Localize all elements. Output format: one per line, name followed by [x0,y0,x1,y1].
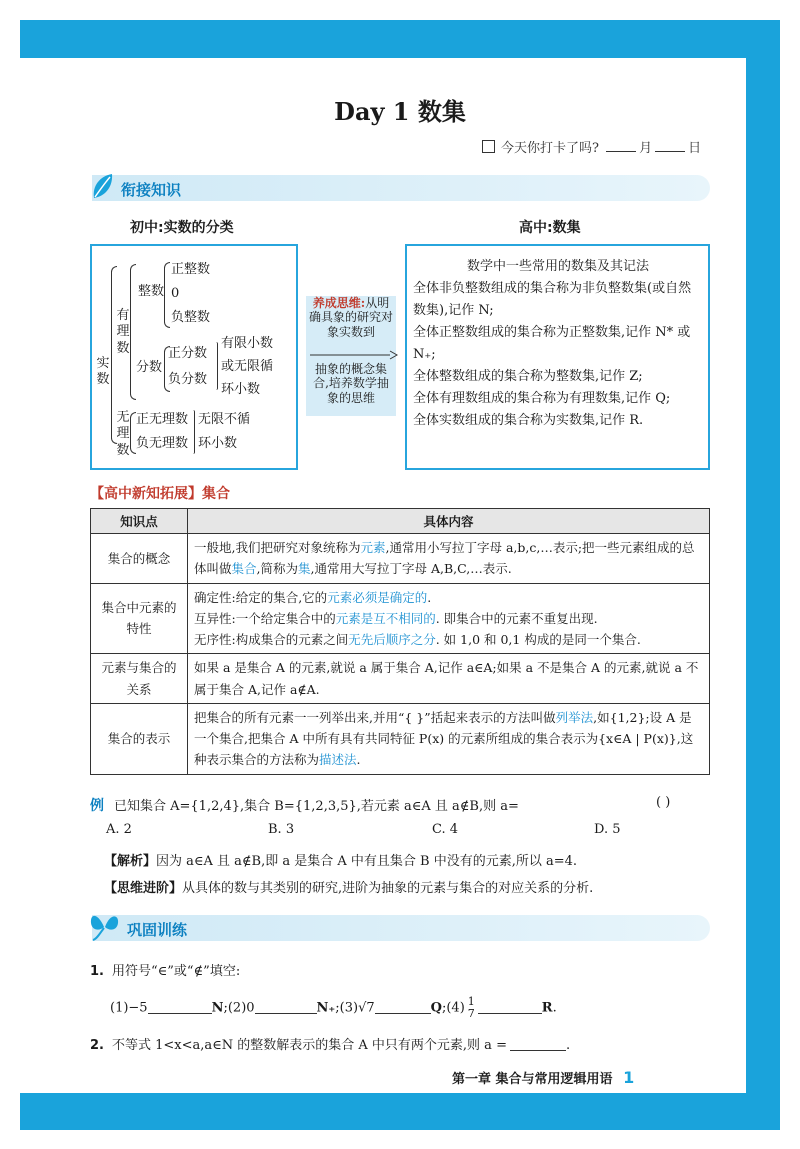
q2-text: 不等式 1<x<a,a∈N 的整数解表示的集合 A 中只有两个元素,则 a = [111,1038,507,1053]
table-row [91,534,710,584]
number-set-line-3: 全体整数组成的集合称为整数集,记作 Z; [413,369,643,384]
right-border [746,20,780,1130]
top-border [20,20,780,58]
day-blank[interactable] [655,151,685,152]
q1-part-2: ;(2)0 [223,1000,255,1016]
q1-number: 1. [90,964,104,979]
fraction-close-brace [216,342,218,390]
answer-blank[interactable] [478,1013,542,1014]
row-name: 集合的概念 [91,534,188,584]
distinctness-line: 互异性:一个给定集合中的元素是互不相同的. 即集合中的元素不重复出现. [194,610,598,626]
footer [452,1068,634,1087]
unordered-line: 无序性:构成集合的元素之间无先后顺序之分. 如 1,0 和 0,1 构成的是同一个集合. [194,632,641,647]
thinking-advance-label: 【思维进阶】 [104,881,183,896]
table-row [91,654,710,704]
row-name: 集合中元素的特性 [91,583,188,654]
answer-blank[interactable] [375,1013,431,1014]
analysis-line [104,850,577,869]
thinking-top [308,296,394,339]
page-number: 1 [623,1068,635,1087]
tree-rational: 有理数 [116,308,130,356]
highlight-term: 描述法 [319,752,357,768]
row-content: 如果 a 是集合 A 的元素,就说 a 属于集合 A,记作 a∈A;如果 a 不是集合 A 的元素,就说 a 不属于集合 A,记作 a∉A. [188,654,710,704]
real-number-tree-box [90,244,298,470]
set-symbol: R [541,1000,553,1016]
example-question [90,795,519,815]
number-set-line-2: 全体正整数组成的集合称为正整数集,记作 N* 或 N₊; [413,325,691,362]
leaf-icon [90,172,116,202]
highlight-term: 集 [298,561,311,577]
option-c[interactable]: C. 4 [432,822,459,837]
q1-parts [110,996,557,1020]
tree-neg-frac: 负分数 [168,372,208,387]
tree-integer: 整数 [138,284,165,299]
answer-blank[interactable] [148,1013,212,1014]
set-symbol: N [211,1000,224,1016]
tree-pos-int: 正整数 [171,262,211,277]
analysis-label: 【解析】 [104,854,157,869]
option-b[interactable]: B. 3 [268,822,295,837]
number-set-line-5: 全体实数组成的集合称为实数集,记作 R. [413,413,644,428]
example-label: 例 [90,798,104,814]
month-label: 月 [639,141,653,156]
q1-end: . [552,1000,557,1016]
highlight-term: 元素必须是确定的 [327,589,428,605]
analysis-text: 因为 a∈A 且 a∉B,即 a 是集合 A 中有且集合 B 中没有的元素,所以 a=4. [156,854,578,869]
tree-pos-frac: 正分数 [168,346,208,361]
integer-brace [164,262,170,328]
number-set-line-1: 全体非负整数组成的集合称为非负整数集(或自然数集),记作 N; [413,281,692,318]
tree-irr-desc-2: 环小数 [198,436,238,451]
row-content: 一般地,我们把研究对象统称为元素,通常用小写拉丁字母 a,b,c,…表示;把一些元素组成的总体叫做集合,简称为集,通常用大写拉丁字母 A,B,C,…表示. [188,534,710,584]
q2-end: . [565,1038,571,1053]
determinacy-line: 确定性:给定的集合,它的元素必须是确定的. [194,589,432,605]
highlight-term: 集合 [231,561,257,577]
answer-blank[interactable] [510,1050,566,1051]
number-set-box [405,244,710,470]
tree-fraction: 分数 [136,360,163,375]
tree-irr-desc-1: 无限不循 [198,412,251,427]
section-banner-bridge [92,175,710,201]
practice-banner-label: 巩固训练 [127,921,188,939]
answer-blank[interactable] [255,1013,317,1014]
tree-neg-irr: 负无理数 [136,436,189,451]
header-knowledge-point: 知识点 [91,509,188,534]
row-name: 集合的表示 [91,703,188,774]
thinking-bottom-text: 抽象的概念集合,培养数学抽象的思维 [313,362,389,405]
page-title: Day 1 数集 [334,97,466,126]
number-set-heading: 数学中一些常用的数集及其记法 [466,259,649,274]
tree-pos-irr: 正无理数 [136,412,189,427]
option-a[interactable]: A. 2 [106,822,132,837]
fraction-denominator: 7 [467,1007,475,1020]
tree-irrational: 无理数 [116,410,130,458]
thinking-box [306,296,396,416]
question-1 [90,960,240,979]
section-banner-label: 衔接知识 [121,181,182,199]
thinking-label: 养成思维: [312,296,366,310]
thinking-advance-line [104,877,593,896]
set-symbol: N₊ [316,1000,336,1016]
option-d[interactable]: D. 5 [594,822,621,837]
header-content: 具体内容 [188,509,710,534]
q2-number: 2. [90,1038,104,1053]
q1-part-3: ;(3)√7 [335,1000,375,1016]
fraction [468,996,475,1020]
table-row [91,703,710,774]
q1-text: 用符号“∈”或“∉”填空: [111,964,241,979]
arrow-icon [306,350,398,360]
extension-title: 【高中新知拓展】集合 [90,486,230,502]
day-label: 日 [688,141,702,156]
irrational-close-brace [193,410,195,454]
checkin-checkbox[interactable] [482,140,495,153]
row-content [188,583,710,654]
tree-frac-desc-3: 环小数 [221,382,261,397]
table-header-row [91,509,710,534]
tree-frac-desc-1: 有限小数 [221,336,274,351]
bottom-border [20,1093,780,1130]
tree-zero: 0 [171,286,180,301]
highlight-term: 元素是互不相同的 [335,610,436,626]
q1-part-4: ;(4) [441,1000,465,1016]
q1-part-1: (1)−5 [110,1000,148,1016]
tree-neg-int: 负整数 [171,310,211,325]
thinking-advance-text: 从具体的数与其类别的研究,进阶为抽象的元素与集合的对应关系的分析. [182,881,594,896]
fraction-numerator: 1 [467,995,475,1008]
answer-paren[interactable]: ( ) [656,795,671,810]
checkin-text: 今天你打卡了吗? [501,141,599,156]
right-subtitle: 高中:数集 [519,220,581,236]
left-subtitle: 初中:实数的分类 [130,220,234,236]
thinking-top-text: 从明确具象的研究对象实数到 [308,296,393,339]
butterfly-icon [88,909,122,941]
table-row [91,583,710,654]
example-question-text: 已知集合 A={1,2,4},集合 B={1,2,3,5},若元素 a∈A 且 a∉B,则 a= [114,799,519,814]
number-set-line-4: 全体有理数组成的集合称为有理数集,记作 Q; [413,391,671,406]
tree-frac-desc-2: 或无限循 [221,359,274,374]
month-blank[interactable] [606,151,636,152]
rational-brace [130,264,136,400]
highlight-term: 元素 [360,540,386,555]
highlight-term: 无先后顺序之分 [348,632,436,647]
knowledge-table [90,508,710,775]
tree-root: 实数 [96,356,110,388]
checkin-line [482,137,701,156]
chapter-label: 第一章 集合与常用逻辑用语 [452,1072,613,1087]
question-2 [90,1034,570,1053]
set-symbol: Q [430,1000,442,1016]
highlight-term: 列举法 [555,709,594,725]
row-content: 把集合的所有元素一一列举出来,并用“{ }”括起来表示的方法叫做列举法,如{1,2};设 A 是一个集合,把集合 A 中所有具有共同特征 P(x) 的元素所组成的集合表示为{x∈A | P(x)},这种表示集合的方法称为描述法. [188,703,710,774]
row-name: 元素与集合的关系 [91,654,188,704]
